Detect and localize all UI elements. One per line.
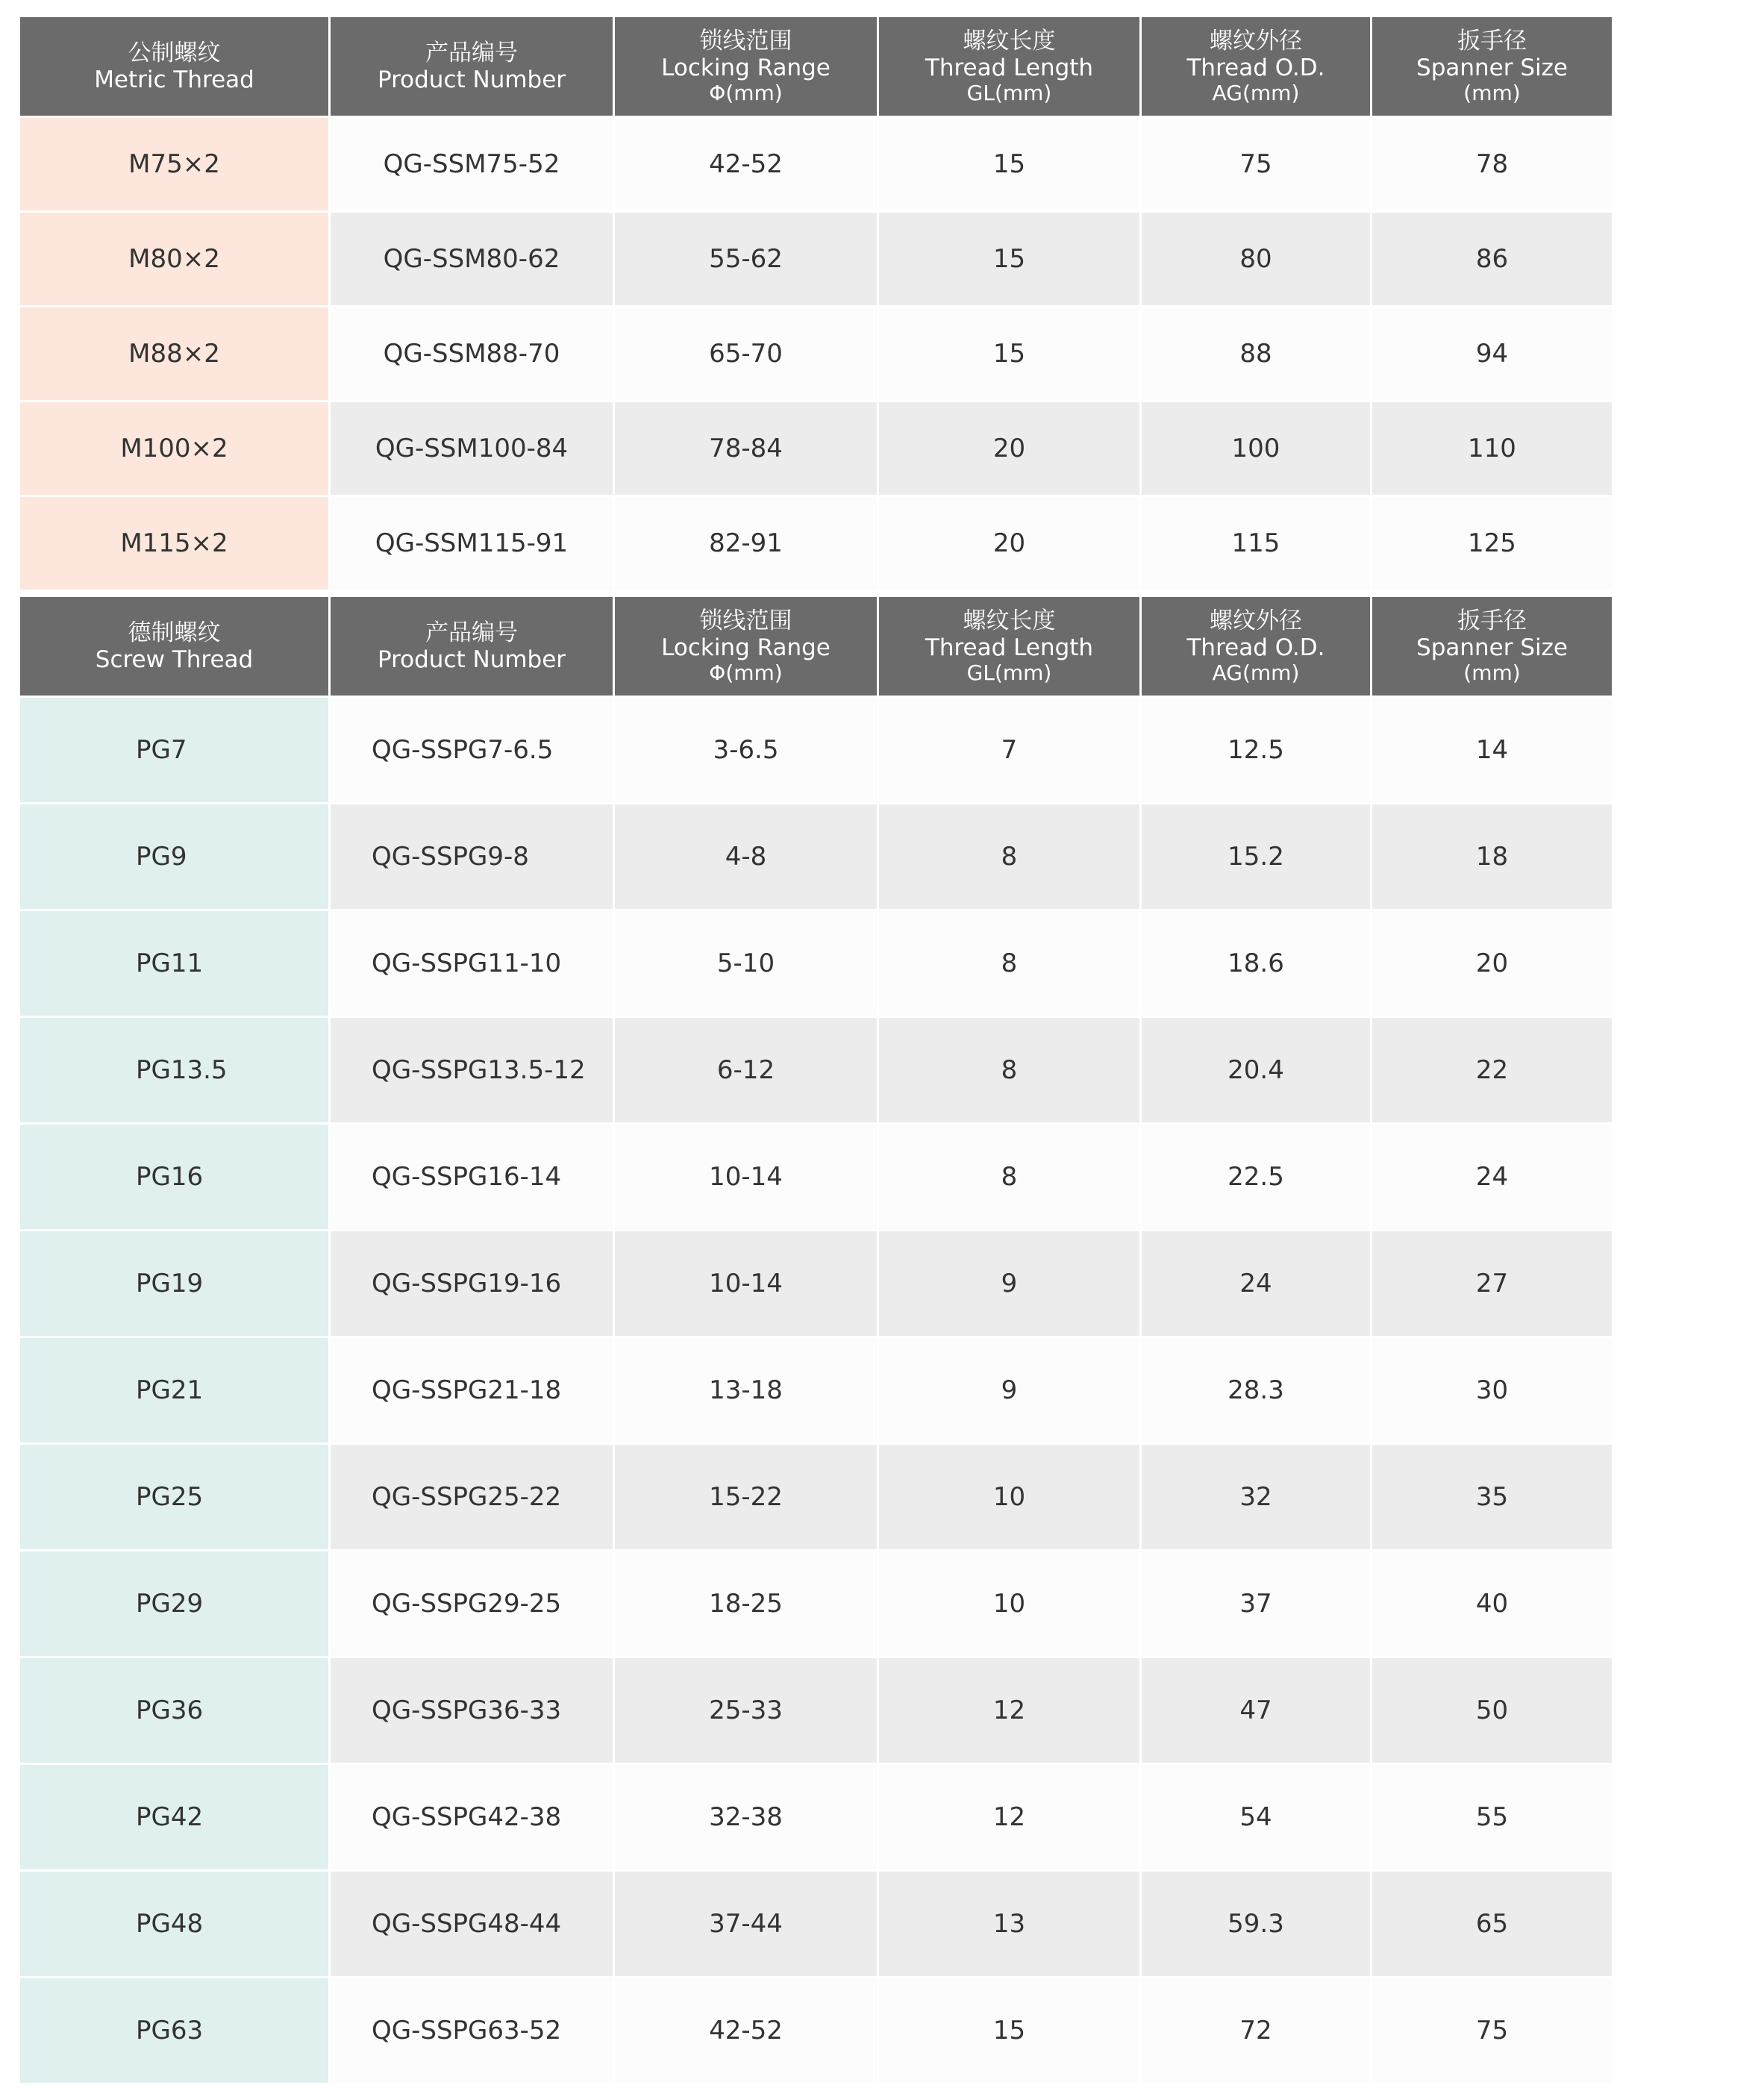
table-cell: QG-SSM88-70 [331,305,613,400]
table-cell: 20 [879,495,1139,590]
header-chinese-label: 锁线范围 [699,607,792,634]
thread-size-cell: PG63 [20,1976,328,2083]
table-cell: QG-SSPG42-38 [331,1763,613,1869]
header-english-label: Thread Length [925,54,1094,81]
table-cell: 54 [1142,1763,1370,1869]
table-cell: 40 [1372,1549,1612,1656]
table-cell: 15-22 [615,1443,877,1549]
table-cell: 15 [879,305,1139,400]
header-english-label: Spanner Size [1416,54,1568,81]
header-chinese-label: 公制螺纹 [128,40,221,66]
table-cell: 15 [879,1976,1139,2083]
column-header [20,597,328,696]
header-english-label: Product Number [377,66,566,93]
table-cell: QG-SSPG48-44 [331,1869,613,1976]
table-cell: 18.6 [1142,909,1370,1016]
metric-thread-table [20,17,1612,590]
table-cell: 55-62 [615,210,877,305]
table-cell: 12 [879,1656,1139,1763]
column-header [1372,17,1612,116]
table-cell: 13-18 [615,1336,877,1443]
header-chinese-label: 产品编号 [425,40,518,66]
thread-size-cell: PG19 [20,1229,328,1336]
header-unit-label: Φ(mm) [709,81,783,105]
header-chinese-label: 锁线范围 [699,28,792,54]
table-cell: 25-33 [615,1656,877,1763]
table-cell: 4-8 [615,802,877,909]
table-cell: 42-52 [615,1976,877,2083]
thread-size-cell: PG7 [20,696,328,802]
column-header [331,17,613,116]
thread-size-cell: PG36 [20,1656,328,1763]
table-cell: 8 [879,1122,1139,1229]
table-cell: QG-SSPG63-52 [331,1976,613,2083]
table-cell: QG-SSPG21-18 [331,1336,613,1443]
table-cell: 78 [1372,116,1612,210]
table-cell: 8 [879,1016,1139,1122]
table-cell: 42-52 [615,116,877,210]
header-chinese-label: 螺纹长度 [963,28,1056,54]
table-cell: 65-70 [615,305,877,400]
table-cell: 100 [1142,400,1370,495]
thread-size-cell: PG13.5 [20,1016,328,1122]
table-cell: 80 [1142,210,1370,305]
table-cell: 37 [1142,1549,1370,1656]
header-unit-label: (mm) [1463,660,1521,685]
table-cell: QG-SSPG25-22 [331,1443,613,1549]
thread-size-cell: M75×2 [20,116,328,210]
table-cell: QG-SSPG7-6.5 [331,696,613,802]
header-chinese-label: 德制螺纹 [128,619,221,646]
table-cell: 47 [1142,1656,1370,1763]
table-cell: QG-SSM75-52 [331,116,613,210]
table-cell: QG-SSM115-91 [331,495,613,590]
table-cell: 125 [1372,495,1612,590]
column-header [615,597,877,696]
header-chinese-label: 螺纹外径 [1210,28,1302,54]
header-english-label: Screw Thread [95,646,254,673]
thread-size-cell: PG11 [20,909,328,1016]
table-cell: 72 [1142,1976,1370,2083]
header-chinese-label: 扳手径 [1457,607,1527,634]
table-cell: 75 [1142,116,1370,210]
pg-thread-table [20,597,1612,2083]
table-cell: 15 [879,210,1139,305]
table-cell: QG-SSPG36-33 [331,1656,613,1763]
thread-size-cell: M115×2 [20,495,328,590]
thread-size-cell: PG16 [20,1122,328,1229]
table-cell: 20 [1372,909,1612,1016]
table-cell: 75 [1372,1976,1612,2083]
thread-size-cell: PG48 [20,1869,328,1976]
table-cell: 86 [1372,210,1612,305]
column-header [879,17,1139,116]
thread-size-cell: M80×2 [20,210,328,305]
column-header [879,597,1139,696]
header-english-label: Thread Length [925,634,1094,661]
column-header [1372,597,1612,696]
table-cell: 37-44 [615,1869,877,1976]
thread-size-cell: PG29 [20,1549,328,1656]
table-cell: 59.3 [1142,1869,1370,1976]
table-cell: 9 [879,1336,1139,1443]
header-english-label: Thread O.D. [1186,634,1325,661]
table-cell: 10 [879,1549,1139,1656]
header-unit-label: GL(mm) [966,81,1052,105]
table-cell: 78-84 [615,400,877,495]
table-cell: 35 [1372,1443,1612,1549]
header-english-label: Thread O.D. [1186,54,1325,81]
thread-size-cell: PG21 [20,1336,328,1443]
table-cell: 50 [1372,1656,1612,1763]
table-cell: 32 [1142,1443,1370,1549]
table-cell: 10-14 [615,1122,877,1229]
table-cell: 82-91 [615,495,877,590]
table-cell: 22 [1372,1016,1612,1122]
table-cell: 24 [1372,1122,1612,1229]
table-cell: 8 [879,909,1139,1016]
header-unit-label: AG(mm) [1212,81,1300,105]
table-cell: QG-SSPG19-16 [331,1229,613,1336]
table-cell: 32-38 [615,1763,877,1869]
column-header [1142,17,1370,116]
column-header [1142,597,1370,696]
table-cell: 12.5 [1142,696,1370,802]
table-cell: 9 [879,1229,1139,1336]
table-cell: 28.3 [1142,1336,1370,1443]
thread-size-cell: M100×2 [20,400,328,495]
table-cell: 5-10 [615,909,877,1016]
table-cell: 110 [1372,400,1612,495]
thread-size-cell: PG25 [20,1443,328,1549]
table-cell: 22.5 [1142,1122,1370,1229]
header-english-label: Spanner Size [1416,634,1568,661]
table-cell: 20.4 [1142,1016,1370,1122]
table-cell: 115 [1142,495,1370,590]
table-cell: QG-SSPG11-10 [331,909,613,1016]
table-cell: 55 [1372,1763,1612,1869]
column-header [615,17,877,116]
header-unit-label: AG(mm) [1212,660,1300,685]
table-cell: 30 [1372,1336,1612,1443]
table-cell: 18 [1372,802,1612,909]
thread-size-cell: M88×2 [20,305,328,400]
table-cell: 65 [1372,1869,1612,1976]
table-cell: 88 [1142,305,1370,400]
table-cell: 14 [1372,696,1612,802]
column-header [20,17,328,116]
table-cell: QG-SSM100-84 [331,400,613,495]
table-cell: 24 [1142,1229,1370,1336]
header-english-label: Product Number [377,646,566,673]
table-cell: 18-25 [615,1549,877,1656]
table-cell: 12 [879,1763,1139,1869]
header-chinese-label: 扳手径 [1457,28,1527,54]
header-unit-label: Φ(mm) [709,660,783,685]
table-cell: 3-6.5 [615,696,877,802]
thread-size-cell: PG42 [20,1763,328,1869]
table-cell: 94 [1372,305,1612,400]
table-cell: 27 [1372,1229,1612,1336]
table-cell: QG-SSPG29-25 [331,1549,613,1656]
table-cell: 13 [879,1869,1139,1976]
table-cell: 20 [879,400,1139,495]
header-english-label: Locking Range [661,634,831,661]
header-chinese-label: 螺纹长度 [963,607,1056,634]
header-english-label: Metric Thread [94,66,254,93]
table-cell: QG-SSPG16-14 [331,1122,613,1229]
table-cell: 7 [879,696,1139,802]
header-chinese-label: 螺纹外径 [1210,607,1302,634]
table-cell: 6-12 [615,1016,877,1122]
table-cell: QG-SSPG9-8 [331,802,613,909]
header-english-label: Locking Range [661,54,831,81]
table-cell: 10 [879,1443,1139,1549]
thread-size-cell: PG9 [20,802,328,909]
table-cell: 8 [879,802,1139,909]
table-cell: 10-14 [615,1229,877,1336]
header-unit-label: GL(mm) [966,660,1052,685]
column-header [331,597,613,696]
header-chinese-label: 产品编号 [425,619,518,646]
table-cell: 15.2 [1142,802,1370,909]
table-cell: 15 [879,116,1139,210]
header-unit-label: (mm) [1463,81,1521,105]
table-cell: QG-SSPG13.5-12 [331,1016,613,1122]
table-cell: QG-SSM80-62 [331,210,613,305]
